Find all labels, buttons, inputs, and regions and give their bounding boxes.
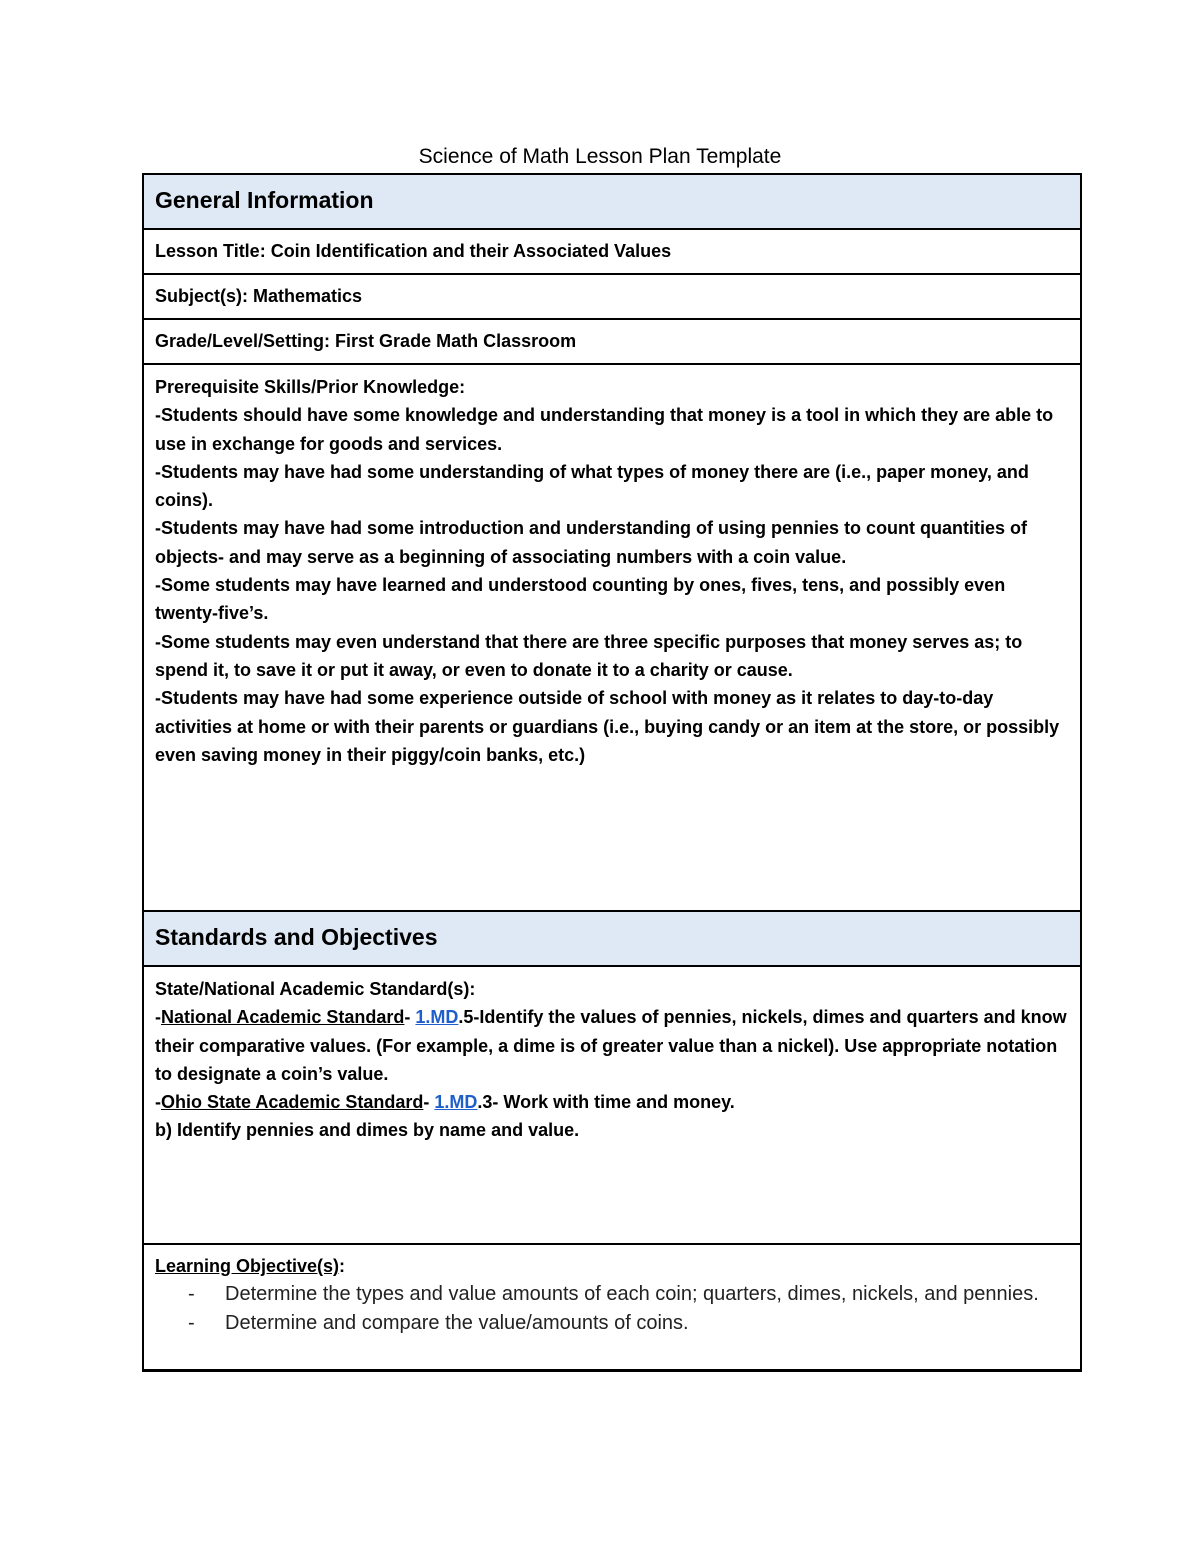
prerequisite-item: -Students may have had some introduction and understanding of using pennies to count quantities of objects- and may serve as a beginning of associating numbers with a coin value. [155,518,1028,567]
ohio-standard-code-link[interactable]: 1.MD [434,1092,478,1113]
national-standard-text: .5-Identify the values of pennies, nickels, dimes and quarters and know their comparative values. (For example, a dime is of greater value than a nickel). Use appropriate notation to designate a coin’s value. [155,1007,1067,1084]
objective-text: Determine and compare the value/amounts of coins. [225,1311,689,1334]
standards-label: State/National Academic Standard(s): [155,979,476,999]
national-standard-separator: - [404,1007,416,1028]
learning-objectives-list [155,1280,1070,1337]
learning-objectives-colon: : [339,1256,346,1276]
section-heading-general-information: General Information [144,175,1080,230]
national-standard-name: National Academic Standard [161,1007,405,1028]
ohio-standard-subitem: b) Identify pennies and dimes by name and value. [155,1120,580,1141]
document-title: Science of Math Lesson Plan Template [418,145,782,168]
learning-objectives-cell [144,1245,1080,1369]
lesson-plan-table [142,173,1082,1372]
national-standard-prefix: - [155,1007,161,1028]
prerequisite-item: -Students may have had some experience outside of school with money as it relates to day-to-day activities at home or with their parents or guardians (i.e., buying candy or an item at the store, or possibly even saving money in their piggy/coin banks, etc.) [155,688,1060,765]
national-standard [155,1003,1070,1088]
prerequisite-item: -Students may have had some understanding of what types of money there are (i.e., paper money, and coins). [155,461,1029,511]
lesson-title-field: Lesson Title: Coin Identification and their Associated Values [144,230,1080,275]
section-heading-standards-objectives: Standards and Objectives [144,912,1080,967]
ohio-standard [155,1088,1070,1116]
ohio-standard-prefix: - [155,1092,161,1113]
subjects-field: Subject(s): Mathematics [144,275,1080,320]
learning-objectives-heading [155,1252,1070,1280]
national-standard-code-link[interactable]: 1.MD [415,1007,459,1028]
list-item [155,1280,1070,1309]
prerequisite-item: -Some students may even understand that there are three specific purposes that money serves as; to spend it, to save it or put it away, or even to donate it to a charity or cause. [155,631,1023,680]
prerequisite-item: -Some students may have learned and understood counting by ones, fives, tens, and possibly even twenty-five’s. [155,575,1006,624]
dash-bullet-icon: - [188,1311,195,1334]
ohio-standard-name: Ohio State Academic Standard [161,1092,424,1113]
objective-text: Determine the types and value amounts of each coin; quarters, dimes, nickels, and pennies. [225,1283,1039,1306]
learning-objectives-label: Learning Objective(s) [155,1256,340,1276]
prerequisite-label: Prerequisite Skills/Prior Knowledge: [155,377,466,397]
ohio-standard-text: .3- Work with time and money. [477,1092,735,1113]
ohio-standard-separator: - [423,1092,435,1113]
grade-level-setting-field: Grade/Level/Setting: First Grade Math Classroom [144,320,1080,365]
prerequisite-item: -Students should have some knowledge and understanding that money is a tool in which they are able to use in exchange for goods and services. [155,405,1054,454]
list-item [155,1309,1070,1338]
dash-bullet-icon: - [188,1283,195,1306]
academic-standards-cell [144,967,1080,1245]
prerequisite-skills-cell [144,365,1080,912]
